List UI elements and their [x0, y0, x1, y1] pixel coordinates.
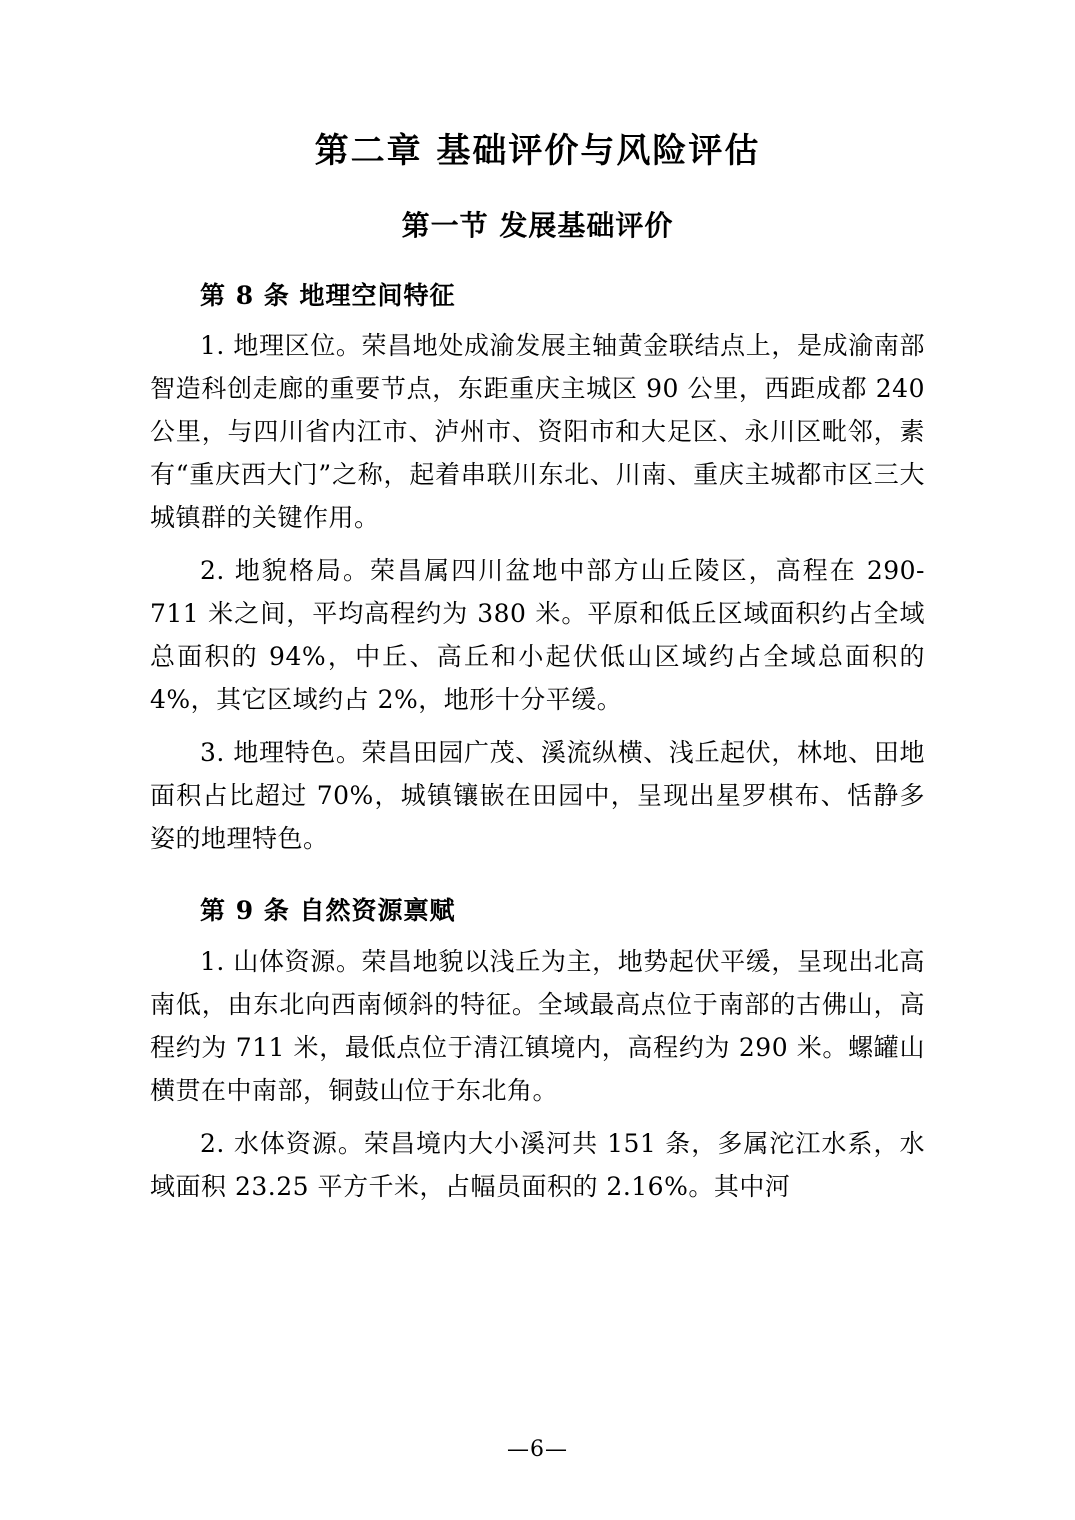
article-heading-9: 第 9 条 自然资源禀赋: [200, 896, 456, 926]
paragraph-8-1: 1. 地理区位。荣昌地处成渝发展主轴黄金联结点上，是成渝南部智造科创走廊的重要节点，东距重庆主城区 90 公里，西距成都 240 公里，与四川省内江市、泸州市、资阳市和大足区、永川区毗邻，素有“重庆西大门”之称，起着串联川东北、川南、重庆主城都市区三大城镇群的关键作用。: [150, 331, 925, 533]
section-title: 第一节 发展基础评价: [401, 208, 674, 242]
paragraph-8-3: 3. 地理特色。荣昌田园广茂、溪流纵横、浅丘起伏，林地、田地面积占比超过 70%，城镇镶嵌在田园中，呈现出星罗棋布、恬静多姿的地理特色。: [150, 738, 925, 854]
paragraph-8-2: 2. 地貌格局。荣昌属四川盆地中部方山丘陵区，高程在 290-711 米之间，平均高程约为 380 米。平原和低丘区域面积约占全域总面积的 94%，中丘、高丘和小起伏低山区域约占全域总面积的 4%，其它区域约占 2%，地形十分平缓。: [150, 556, 925, 715]
article-heading-8: 第 8 条 地理空间特征: [200, 280, 456, 310]
paragraph-9-1: 1. 山体资源。荣昌地貌以浅丘为主，地势起伏平缓，呈现出北高南低，由东北向西南倾斜的特征。全域最高点位于南部的古佛山，高程约为 711 米，最低点位于清江镇境内，高程约为 290 米。螺罐山横贯在中南部，铜鼓山位于东北角。: [150, 946, 925, 1105]
paragraph-9-2: 2. 水体资源。荣昌境内大小溪河共 151 条，多属沱江水系，水域面积 23.25 平方千米，占幅员面积的 2.16%。其中河: [150, 1128, 925, 1201]
page-number: —6—: [507, 1437, 568, 1462]
chapter-title: 第二章 基础评价与风险评估: [314, 131, 761, 171]
